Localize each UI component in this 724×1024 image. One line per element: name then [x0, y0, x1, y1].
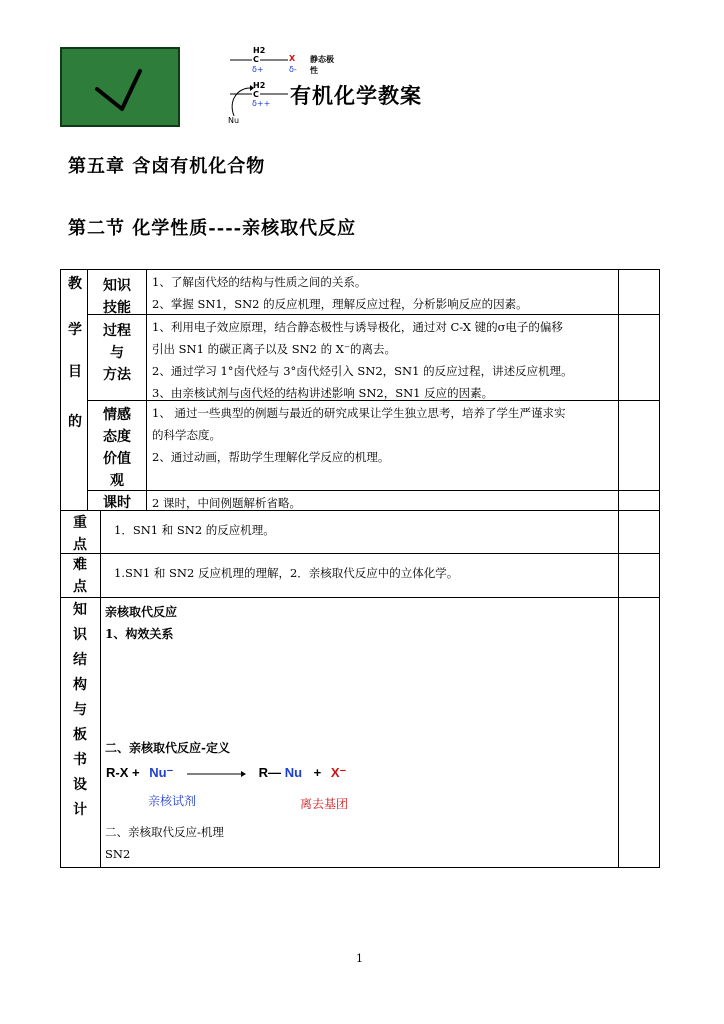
- board-char-8: 设: [73, 777, 87, 793]
- annot-c: C: [253, 55, 259, 64]
- board-heading-5: SN2: [105, 847, 131, 861]
- board-char-4: 构: [73, 677, 87, 693]
- objective-label-char: 的: [68, 414, 82, 430]
- board-char-2: 识: [73, 627, 87, 643]
- annot-c-b: C: [253, 90, 259, 99]
- objective-label-line: 与: [110, 345, 124, 361]
- objective-text-line: 2、掌握 SN1，SN2 的反应机理，理解反应过程，分析影响反应的因素。: [152, 297, 528, 311]
- objective-label-line: 情感: [103, 407, 131, 423]
- objective-text-line: 的科学态度。: [152, 428, 221, 442]
- annot-h2: H2: [253, 46, 266, 55]
- annot-x: X: [289, 54, 296, 63]
- document-title: 有机化学教案: [290, 83, 422, 108]
- board-char-5: 与: [73, 702, 87, 718]
- difficulty-label: [60, 554, 100, 598]
- objective-label-1: [88, 320, 146, 386]
- key-point-text: 1．SN1 和 SN2 的反应机理。: [114, 523, 275, 537]
- eq-plus: +: [313, 765, 322, 780]
- board-heading-3: 二、亲核取代反应-定义: [105, 741, 230, 755]
- eq-product-nu: Nu: [284, 765, 303, 780]
- objective-text-line: 1、了解卤代烃的结构与性质之间的关系。: [152, 275, 367, 289]
- board-heading-2: 1、构效关系: [105, 627, 174, 641]
- section-heading: 第二节 化学性质----亲核取代反应: [68, 218, 357, 239]
- board-char-3: 结: [73, 652, 87, 668]
- diff-label-char-1: 难: [73, 557, 87, 573]
- objective-text-line: 2、通过学习 1°卤代烃与 3°卤代烃引入 SN2，SN1 的反应过程，讲述反应机理。: [152, 364, 573, 378]
- objective-text-line: 1、利用电子效应原理，结合静态极性与诱导极化，通过对 C-X 键的σ电子的偏移: [152, 320, 563, 334]
- board-char-9: 计: [73, 802, 87, 818]
- page-number: 1: [356, 952, 363, 965]
- annot-static-polarity: 静态极性: [310, 55, 334, 75]
- objective-text-line: 2、通过动画，帮助学生理解化学反应的机理。: [152, 450, 390, 464]
- objective-label-char: 目: [68, 364, 82, 380]
- objective-label-line: 方法: [103, 367, 131, 383]
- board-char-6: 板: [73, 727, 87, 743]
- note-nucleophile: 亲核试剂: [148, 794, 197, 808]
- objective-label-line: 课时: [103, 495, 131, 511]
- note-leaving-group: 离去基团: [300, 797, 349, 811]
- objective-label-char: 教: [68, 276, 82, 292]
- difficulty-text: 1.SN1 和 SN2 反应机理的理解，2．亲核取代反应中的立体化学。: [114, 566, 459, 580]
- board-design-label: [60, 598, 100, 823]
- objective-text-line: 3、由亲核试剂与卤代烃的结构讲述影响 SN2，SN1 反应的因素。: [152, 386, 494, 400]
- eq-product-r: R—: [258, 765, 282, 780]
- objective-label-line: 技能: [103, 300, 131, 316]
- reaction-equation: [106, 765, 346, 781]
- objective-text-line: 2 课时，中间例题解析省略。: [152, 496, 301, 510]
- logo-image: [60, 47, 180, 127]
- annot-delta-minus: δ-: [289, 65, 297, 74]
- checkmark-icon: [62, 49, 178, 125]
- objective-label-line: 知识: [103, 278, 131, 294]
- objective-text-line: 1、 通过一些典型的例题与最近的研究成果让学生独立思考，培养了学生严谨求实: [152, 406, 566, 420]
- reaction-arrow-icon: [185, 769, 247, 779]
- key-label-char-1: 重: [73, 515, 87, 531]
- eq-nucleophile: Nu⁻: [149, 765, 174, 780]
- annot-nu: Nu: [228, 116, 240, 125]
- chapter-heading: 第五章 含卤有机化合物: [68, 156, 266, 177]
- board-char-1: 知: [73, 602, 87, 618]
- objective-label-line: 过程: [103, 323, 131, 339]
- objective-label-2: [88, 404, 146, 492]
- eq-reactant: R-X +: [106, 765, 140, 780]
- eq-leaving-group: X⁻: [330, 765, 347, 780]
- objective-label-line: 价值: [103, 451, 131, 467]
- objective-label-char: 学: [68, 322, 82, 338]
- annot-delta-plus: δ+: [252, 65, 264, 74]
- objective-label-0: [88, 275, 146, 319]
- key-label-char-2: 点: [73, 537, 87, 553]
- objective-label-3: [88, 492, 146, 514]
- objective-label-line: 观: [110, 473, 124, 489]
- board-heading-4: 二、亲核取代反应-机理: [105, 825, 224, 839]
- annot-h2-b: H2: [253, 81, 266, 90]
- objective-label-line: 态度: [103, 429, 131, 445]
- diff-label-char-2: 点: [73, 579, 87, 595]
- key-point-label: [60, 512, 100, 556]
- board-heading-1: 亲核取代反应: [105, 605, 178, 619]
- board-char-7: 书: [73, 752, 87, 768]
- objective-text-line: 引出 SN1 的碳正离子以及 SN2 的 X⁻的离去。: [152, 342, 397, 356]
- annot-delta-plusplus: δ++: [252, 99, 271, 108]
